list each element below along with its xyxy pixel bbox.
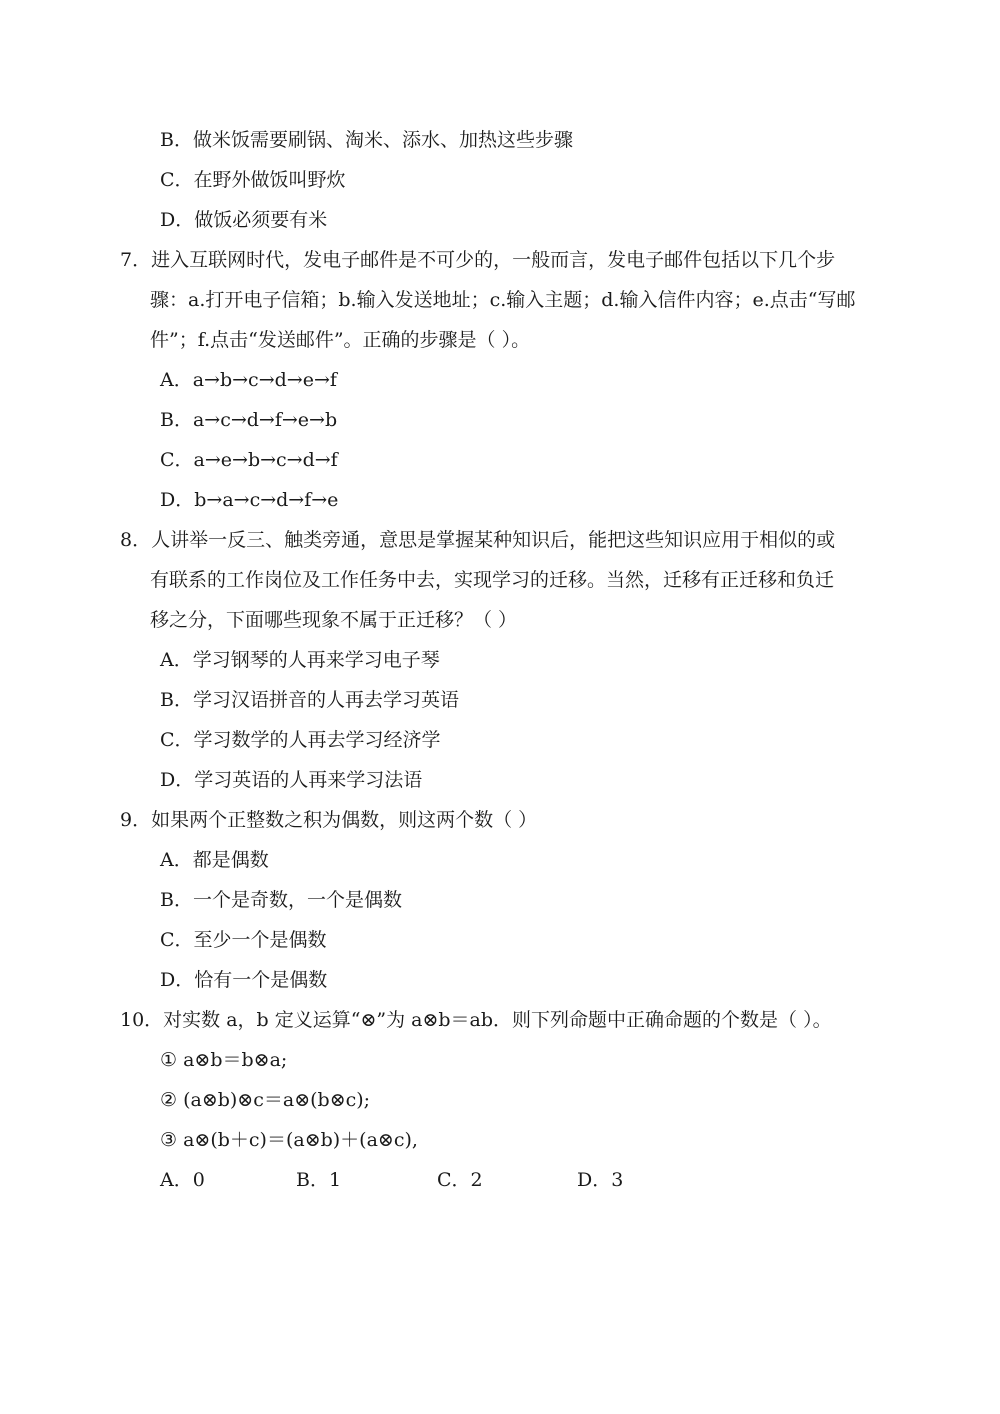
q6-option-b: B．做米饭需要刷锅、淘米、添水、加热这些步骤 (160, 129, 573, 151)
q10-option-c: C．2 (437, 1169, 483, 1191)
q8-option-c: C．学习数学的人再去学习经济学 (160, 729, 441, 751)
q10-option-d: D．3 (577, 1169, 624, 1191)
q8-stem-line-3: 移之分，下面哪些现象不属于正迁移？（ ） (150, 609, 518, 631)
q10-statement-1: ① a⊗b＝b⊗a; (160, 1049, 288, 1071)
q8-stem-line-1: 8．人讲举一反三、触类旁通，意思是掌握某种知识后，能把这些知识应用于相似的或 (120, 529, 836, 551)
q7-stem-line-1: 7．进入互联网时代，发电子邮件是不可少的，一般而言，发电子邮件包括以下几个步 (120, 249, 836, 271)
q9-option-d: D．恰有一个是偶数 (160, 969, 328, 991)
q8-stem-line-2: 有联系的工作岗位及工作任务中去，实现学习的迁移。当然，迁移有正迁移和负迁 (150, 569, 835, 591)
q7-option-b: B．a→c→d→f→e→b (160, 409, 338, 431)
q9-option-b: B．一个是奇数，一个是偶数 (160, 889, 402, 911)
q7-stem-line-3: 件”；f.点击“发送邮件”。正确的步骤是（ ）。 (150, 329, 531, 351)
q9-stem: 9．如果两个正整数之积为偶数，则这两个数（ ） (120, 809, 538, 831)
q8-option-b: B．学习汉语拼音的人再去学习英语 (160, 689, 459, 711)
q10-statement-2: ② (a⊗b)⊗c＝a⊗(b⊗c); (160, 1089, 371, 1111)
q9-option-a: A．都是偶数 (160, 849, 269, 871)
q10-statement-3: ③ a⊗(b＋c)＝(a⊗b)＋(a⊗c), (160, 1129, 418, 1151)
q6-option-c: C．在野外做饭叫野炊 (160, 169, 346, 191)
q7-option-c: C．a→e→b→c→d→f (160, 449, 338, 471)
q8-option-d: D．学习英语的人再来学习法语 (160, 769, 423, 791)
q10-option-b: B．1 (296, 1169, 342, 1191)
q10-option-a: A．0 (160, 1169, 205, 1191)
q9-option-c: C．至少一个是偶数 (160, 929, 327, 951)
q7-stem-line-2: 骤：a.打开电子信箱；b.输入发送地址；c.输入主题；d.输入信件内容；e.点击“写邮 (150, 289, 856, 311)
q7-option-d: D．b→a→c→d→f→e (160, 489, 339, 511)
q7-option-a: A．a→b→c→d→e→f (160, 369, 337, 391)
q10-stem: 10．对实数 a，b 定义运算“⊗”为 a⊗b＝ab．则下列命题中正确命题的个数是（ ）。 (120, 1009, 832, 1031)
q6-option-d: D．做饭必须要有米 (160, 209, 328, 231)
q8-option-a: A．学习钢琴的人再来学习电子琴 (160, 649, 440, 671)
